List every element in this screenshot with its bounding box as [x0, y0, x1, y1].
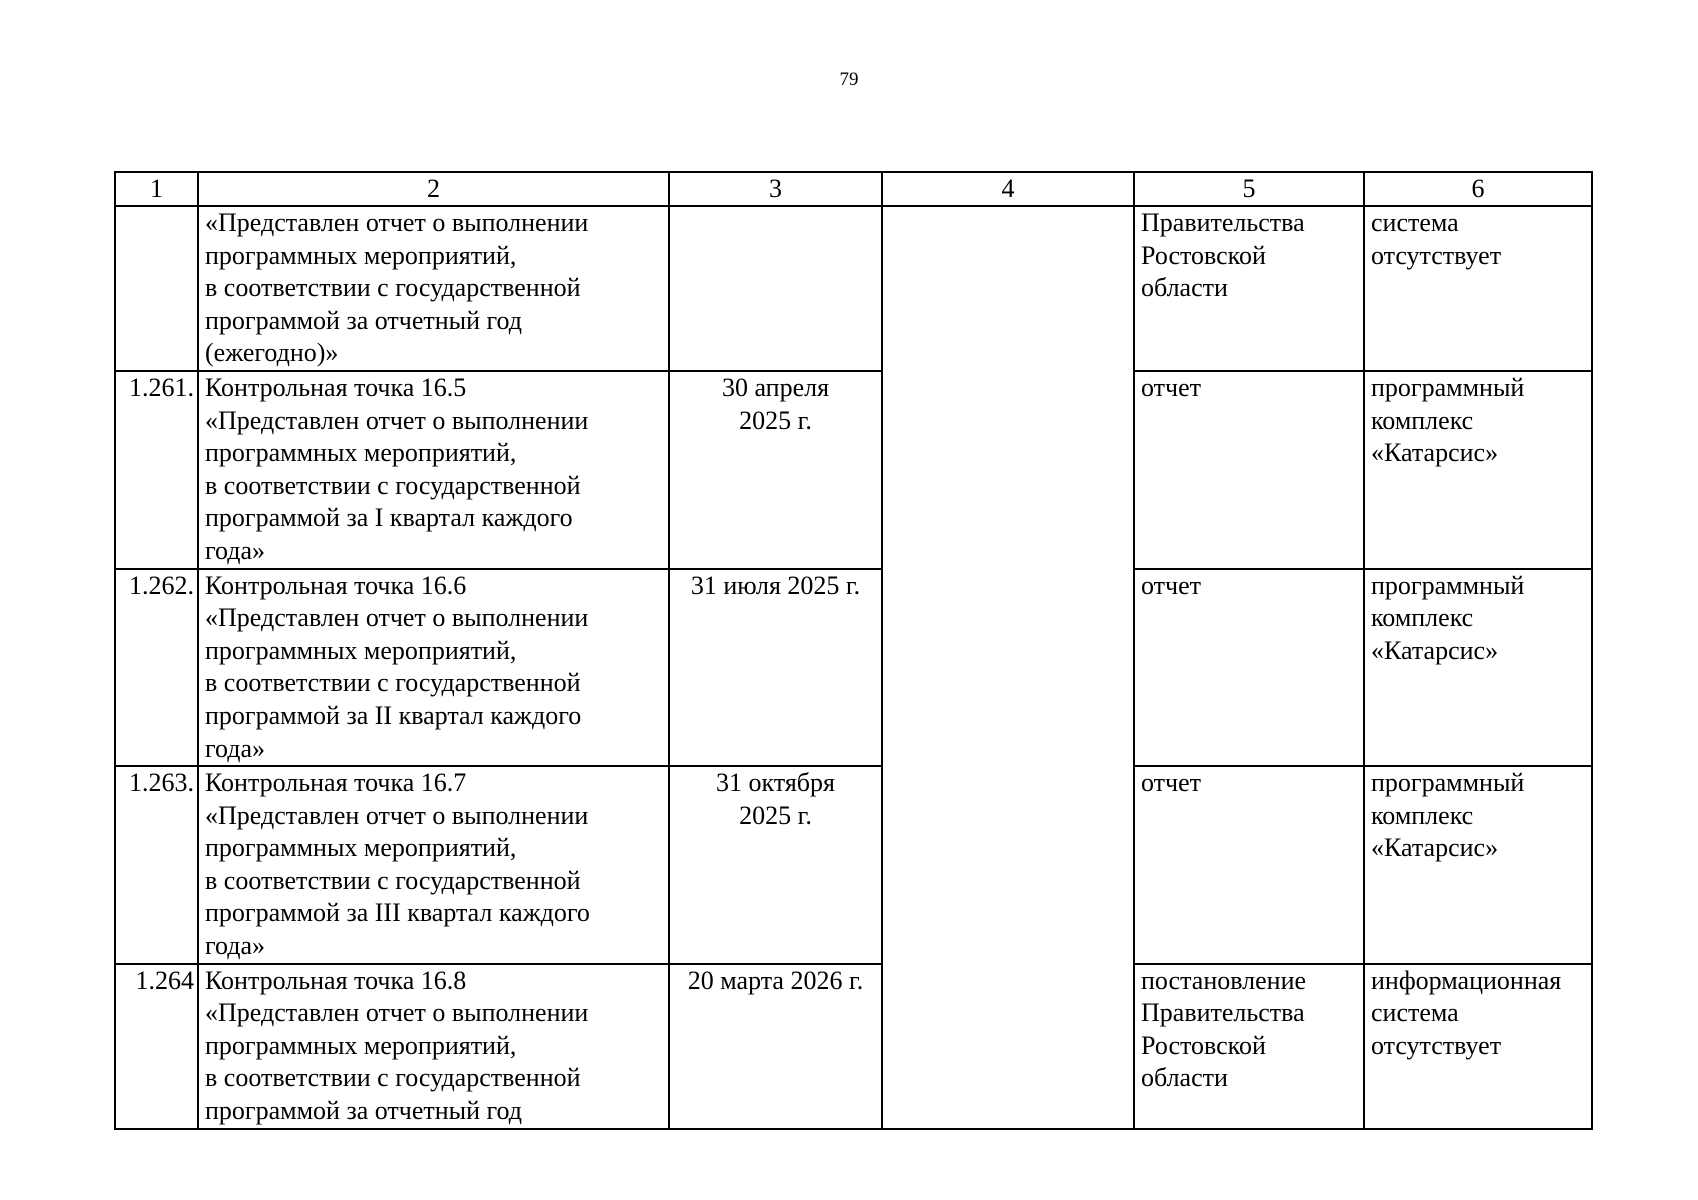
table-row: [115, 371, 1592, 569]
description-cell: [198, 371, 669, 569]
description-line: программных мероприятий,: [205, 240, 517, 270]
description-cell: [198, 766, 669, 964]
document-type-cell: [1134, 569, 1364, 767]
description-line: «Представлен отчет о выполнении: [205, 998, 589, 1028]
description-line: программных мероприятий,: [205, 635, 517, 665]
info-system-line: комплекс: [1371, 603, 1474, 633]
description-line: в соответствии с государственной: [205, 470, 581, 500]
info-system-line: система: [1371, 208, 1459, 237]
row-number-cell: 1.261.: [115, 371, 198, 569]
column-header: 4: [882, 172, 1134, 206]
description-line: программных мероприятий,: [205, 1030, 517, 1060]
info-system-cell: [1364, 964, 1592, 1129]
document-type-cell: [1134, 371, 1364, 569]
column-header: 3: [669, 172, 882, 206]
row-number-cell: [115, 206, 198, 371]
document-table: [114, 171, 1593, 1130]
description-line: года»: [205, 535, 266, 565]
description-line: программой за III квартал каждого: [205, 898, 590, 928]
description-line: «Представлен отчет о выполнении: [205, 208, 589, 237]
column-4-merged-cell: [882, 206, 1134, 1129]
info-system-line: информационная: [1371, 965, 1562, 995]
table-row: [115, 964, 1592, 1129]
date-line: 2025 г.: [739, 405, 812, 435]
date-cell: [669, 371, 882, 569]
date-cell: [669, 569, 882, 767]
column-header: 6: [1364, 172, 1592, 206]
description-line: в соответствии с государственной: [205, 1063, 581, 1093]
info-system-cell: [1364, 371, 1592, 569]
info-system-line: программный: [1371, 372, 1525, 402]
document-type-line: отчет: [1141, 768, 1201, 798]
document-type-line: Правительства: [1141, 208, 1305, 237]
document-type-cell: [1134, 964, 1364, 1129]
description-cell: [198, 569, 669, 767]
date-line: 2025 г.: [739, 800, 812, 830]
document-type-line: отчет: [1141, 570, 1201, 600]
info-system-line: «Катарсис»: [1371, 438, 1499, 468]
date-line: 20 марта 2026 г.: [687, 965, 864, 995]
description-line: программой за I квартал каждого: [205, 503, 573, 533]
table-row: [115, 766, 1592, 964]
row-number-cell: 1.264: [115, 964, 198, 1129]
description-line: в соответствии с государственной: [205, 865, 581, 895]
description-line: программой за отчетный год: [205, 305, 523, 335]
info-system-line: «Катарсис»: [1371, 635, 1499, 665]
description-line: «Представлен отчет о выполнении: [205, 405, 589, 435]
document-type-line: Правительства: [1141, 998, 1305, 1028]
document-type-line: области: [1141, 273, 1228, 303]
column-header: 1: [115, 172, 198, 206]
description-line: Контрольная точка 16.7: [205, 768, 467, 798]
info-system-cell: [1364, 569, 1592, 767]
document-type-cell: [1134, 206, 1364, 371]
table-header-row: [115, 172, 1592, 206]
description-line: года»: [205, 931, 266, 961]
description-line: программой за II квартал каждого: [205, 700, 582, 730]
info-system-line: программный: [1371, 768, 1525, 798]
info-system-cell: [1364, 206, 1592, 371]
document-type-line: Ростовской: [1141, 240, 1266, 270]
column-header: 2: [198, 172, 669, 206]
description-line: «Представлен отчет о выполнении: [205, 603, 589, 633]
row-number-cell: 1.262.: [115, 569, 198, 767]
info-system-line: программный: [1371, 570, 1525, 600]
document-type-line: постановление: [1141, 965, 1307, 995]
document-type-cell: [1134, 766, 1364, 964]
description-line: в соответствии с государственной: [205, 668, 581, 698]
document-type-line: области: [1141, 1063, 1228, 1093]
description-line: года»: [205, 733, 266, 763]
document-type-line: отчет: [1141, 372, 1201, 402]
date-line: 31 октября: [716, 768, 835, 798]
date-cell: [669, 964, 882, 1129]
date-cell: [669, 766, 882, 964]
date-line: 31 июля 2025 г.: [690, 570, 861, 600]
info-system-cell: [1364, 766, 1592, 964]
description-line: программных мероприятий,: [205, 438, 517, 468]
date-line: 30 апреля: [721, 372, 830, 402]
column-header: 5: [1134, 172, 1364, 206]
description-line: Контрольная точка 16.6: [205, 570, 467, 600]
date-cell: [669, 206, 882, 371]
description-line: программных мероприятий,: [205, 833, 517, 863]
table-row: [115, 569, 1592, 767]
info-system-line: комплекс: [1371, 405, 1474, 435]
info-system-line: «Катарсис»: [1371, 833, 1499, 863]
row-number-cell: 1.263.: [115, 766, 198, 964]
description-line: Контрольная точка 16.5: [205, 372, 467, 402]
description-line: (ежегодно)»: [205, 338, 339, 368]
page-number: 79: [839, 69, 859, 90]
info-system-line: отсутствует: [1371, 240, 1502, 270]
description-cell: [198, 964, 669, 1129]
info-system-line: система: [1371, 998, 1459, 1028]
table-row: [115, 206, 1592, 371]
description-cell: [198, 206, 669, 371]
description-line: Контрольная точка 16.8: [205, 965, 467, 995]
info-system-line: отсутствует: [1371, 1030, 1502, 1060]
description-line: «Представлен отчет о выполнении: [205, 800, 589, 830]
description-line: в соответствии с государственной: [205, 273, 581, 303]
document-type-line: Ростовской: [1141, 1030, 1266, 1060]
info-system-line: комплекс: [1371, 800, 1474, 830]
description-line: программой за отчетный год: [205, 1096, 523, 1126]
